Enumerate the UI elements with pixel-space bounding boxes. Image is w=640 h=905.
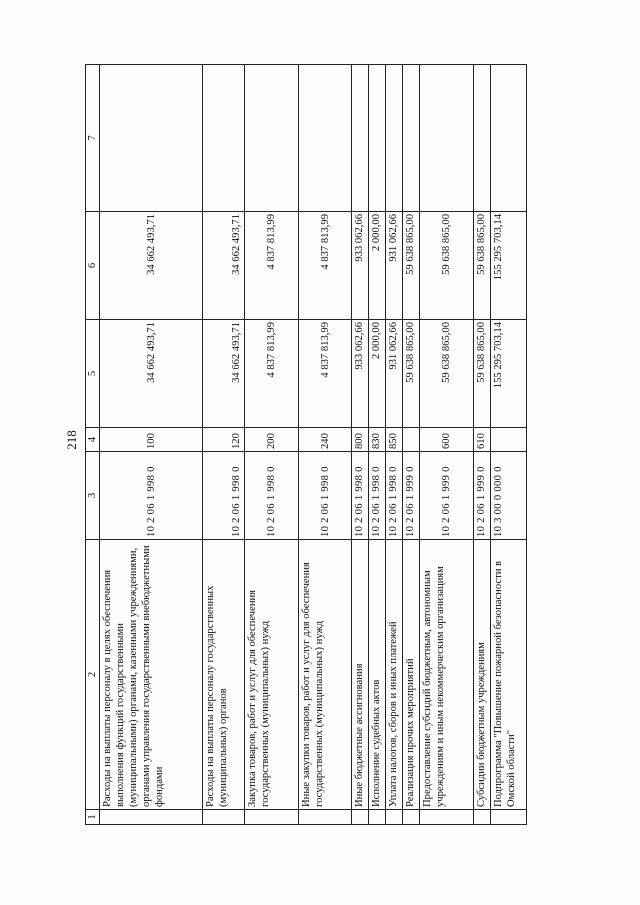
column-header: 3 (86, 452, 100, 540)
rotated-table-wrapper (85, 65, 530, 825)
row-kvr: 240 (299, 428, 352, 452)
row-value-7 (299, 65, 352, 212)
table-cell (491, 810, 527, 825)
column-header: 7 (86, 65, 100, 212)
table-cell (245, 810, 299, 825)
table-cell (100, 810, 203, 825)
table-cell (299, 810, 352, 825)
row-code: 10 2 06 1 999 0 (474, 452, 491, 540)
table-row (203, 65, 245, 825)
row-name: Иные закупки товаров, работ и услуг для обеспечения государственных (муниципальных) нужд (299, 540, 352, 810)
row-code: 10 2 06 1 998 0 (386, 452, 403, 540)
row-value-7 (474, 65, 491, 212)
row-code: 10 2 06 1 998 0 (369, 452, 386, 540)
row-name: Расходы на выплаты персоналу государственных (муниципальных) органов (203, 540, 245, 810)
table-cell (352, 810, 369, 825)
row-code: 10 3 00 0 000 0 (491, 452, 527, 540)
row-code: 10 2 06 1 999 0 (403, 452, 420, 540)
row-value-5: 4 837 813,99 (245, 320, 299, 428)
row-name: Подпрограмма "Повышение пожарной безопасности в Омской области" (491, 540, 527, 810)
row-value-6: 2 000,00 (369, 212, 386, 320)
row-code: 10 2 06 1 998 0 (352, 452, 369, 540)
row-value-5: 59 638 865,00 (403, 320, 420, 428)
row-kvr: 830 (369, 428, 386, 452)
table-row (491, 65, 527, 825)
row-code: 10 2 06 1 999 0 (420, 452, 474, 540)
row-value-7 (100, 65, 203, 212)
row-value-6: 931 062,66 (386, 212, 403, 320)
column-header: 2 (86, 540, 100, 810)
row-value-7 (245, 65, 299, 212)
column-header: 4 (86, 428, 100, 452)
row-kvr: 200 (245, 428, 299, 452)
row-code: 10 2 06 1 998 0 (100, 452, 203, 540)
table-cell (420, 810, 474, 825)
table-row (352, 65, 369, 825)
page-number: 218 (64, 430, 79, 450)
row-name: Уплата налогов, сборов и иных платежей (386, 540, 403, 810)
row-kvr: 120 (203, 428, 245, 452)
table-row (420, 65, 474, 825)
row-value-7 (491, 65, 527, 212)
row-value-6: 933 062,66 (352, 212, 369, 320)
row-kvr (403, 428, 420, 452)
table-cell (386, 810, 403, 825)
row-value-7 (203, 65, 245, 212)
row-value-7 (352, 65, 369, 212)
row-value-6: 59 638 865,00 (474, 212, 491, 320)
row-value-7 (403, 65, 420, 212)
table-cell (369, 810, 386, 825)
row-name: Расходы на выплаты персоналу в целях обеспечения выполнения функций государственными (муниципальными) органами, казенными учреждениями, органами управления государственными внебюджетными фондами (100, 540, 203, 810)
row-kvr: 850 (386, 428, 403, 452)
row-value-5: 155 295 703,14 (491, 320, 527, 428)
table-row (474, 65, 491, 825)
budget-table (85, 64, 527, 825)
header-row (86, 65, 100, 825)
row-value-6: 34 662 493,71 (100, 212, 203, 320)
row-value-6: 4 837 813,99 (245, 212, 299, 320)
row-value-5: 933 062,66 (352, 320, 369, 428)
table-cell (474, 810, 491, 825)
row-value-5: 34 662 493,71 (100, 320, 203, 428)
row-value-6: 34 662 493,71 (203, 212, 245, 320)
row-value-5: 4 837 813,99 (299, 320, 352, 428)
row-kvr: 800 (352, 428, 369, 452)
table-row (100, 65, 203, 825)
row-kvr: 600 (420, 428, 474, 452)
row-value-5: 931 062,66 (386, 320, 403, 428)
row-name: Исполнение судебных актов (369, 540, 386, 810)
row-kvr: 610 (474, 428, 491, 452)
row-value-6: 59 638 865,00 (403, 212, 420, 320)
table-row (403, 65, 420, 825)
table-row (245, 65, 299, 825)
row-value-6: 59 638 865,00 (420, 212, 474, 320)
row-value-7 (386, 65, 403, 212)
table-row (369, 65, 386, 825)
row-value-5: 2 000,00 (369, 320, 386, 428)
column-header: 5 (86, 320, 100, 428)
row-name: Иные бюджетные ассигнования (352, 540, 369, 810)
row-value-5: 59 638 865,00 (420, 320, 474, 428)
row-value-5: 59 638 865,00 (474, 320, 491, 428)
row-name: Субсидии бюджетным учреждениям (474, 540, 491, 810)
row-value-6: 4 837 813,99 (299, 212, 352, 320)
row-value-6: 155 295 703,14 (491, 212, 527, 320)
row-name: Закупка товаров, работ и услуг для обеспечения государственных (муниципальных) нужд (245, 540, 299, 810)
table-cell (203, 810, 245, 825)
row-name: Реализация прочих мероприятий (403, 540, 420, 810)
table-cell (403, 810, 420, 825)
row-value-7 (420, 65, 474, 212)
row-value-5: 34 662 493,71 (203, 320, 245, 428)
row-value-7 (369, 65, 386, 212)
table-row (386, 65, 403, 825)
row-name: Предоставление субсидий бюджетным, автономным учреждениям и иным некоммерческим организациям (420, 540, 474, 810)
column-header: 6 (86, 212, 100, 320)
row-kvr: 100 (100, 428, 203, 452)
row-code: 10 2 06 1 998 0 (245, 452, 299, 540)
row-code: 10 2 06 1 998 0 (203, 452, 245, 540)
table-row (299, 65, 352, 825)
row-code: 10 2 06 1 998 0 (299, 452, 352, 540)
column-header: 1 (86, 810, 100, 825)
row-kvr (491, 428, 527, 452)
